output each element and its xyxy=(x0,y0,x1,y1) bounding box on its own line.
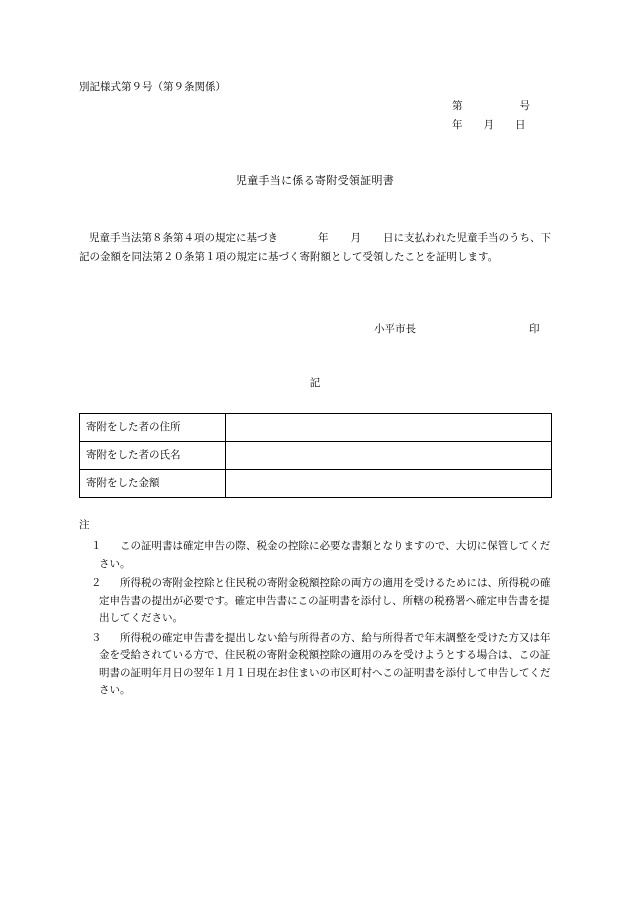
date-year: 年 xyxy=(452,119,463,131)
notes-heading: 注 xyxy=(79,519,90,531)
donation-table xyxy=(79,413,552,498)
row-label-amount: 寄附をした金額 xyxy=(80,470,226,498)
certification-text xyxy=(79,229,554,267)
body-text-part1: 児童手当法第８条第４項の規定に基づき xyxy=(89,232,278,244)
table-row xyxy=(80,414,552,442)
note-text: 所得税の確定申告書を提出しない給与所得者の方、給与所得者で年末調整を受けた方又は年金を受給されている方で、住民税の寄附金税額控除の適用のみを受けようとする場合は、この証明書の証明年月日の翌年１月１日現在お住まいの市区町村へこの証明書を添付して申告してください。 xyxy=(99,631,551,696)
document-date xyxy=(452,120,526,131)
note-number: ２ xyxy=(91,577,102,589)
note-text: 所得税の寄附金控除と住民税の寄附金税額控除の両方の適用を受けるためには、所得税の確定申告書の提出が必要です。確定申告書にこの証明書を添付し、所轄の税務署へ確定申告書を提出してください。 xyxy=(99,577,551,624)
ki-heading: 記 xyxy=(309,377,321,389)
note-item xyxy=(79,575,554,628)
document-number xyxy=(452,101,530,112)
row-label-address: 寄附をした者の住所 xyxy=(80,414,226,442)
note-number: １ xyxy=(91,540,102,552)
note-text: この証明書は確定申告の際、税金の控除に必要な書類となりますので、大切に保管してください。 xyxy=(99,540,551,570)
table-row xyxy=(80,442,552,470)
note-item xyxy=(79,630,554,700)
row-value-amount[interactable] xyxy=(226,470,552,498)
body-year: 年 xyxy=(318,232,329,244)
table-row xyxy=(80,470,552,498)
number-suffix: 号 xyxy=(519,100,530,112)
row-value-address[interactable] xyxy=(226,414,552,442)
date-month: 月 xyxy=(483,119,494,131)
form-label: 別記様式第９号（第９条関係） xyxy=(79,81,226,93)
page-title: 児童手当に係る寄附受領証明書 xyxy=(235,174,395,187)
body-text-part2: 日に支払われた児童手当のうち、下記の金額を同法第２０条第１項の規定に基づく寄附額として受領したことを証明します。 xyxy=(79,232,551,263)
note-number: ３ xyxy=(91,631,102,644)
seal-mark: 印 xyxy=(529,323,540,335)
body-month: 月 xyxy=(350,232,361,244)
notes-list xyxy=(79,538,554,702)
date-day: 日 xyxy=(515,119,526,131)
note-item xyxy=(79,538,554,573)
issuer-mayor: 小平市長 xyxy=(374,323,416,335)
number-prefix: 第 xyxy=(452,100,463,112)
row-value-name[interactable] xyxy=(226,442,552,470)
row-label-name: 寄附をした者の氏名 xyxy=(80,442,226,470)
